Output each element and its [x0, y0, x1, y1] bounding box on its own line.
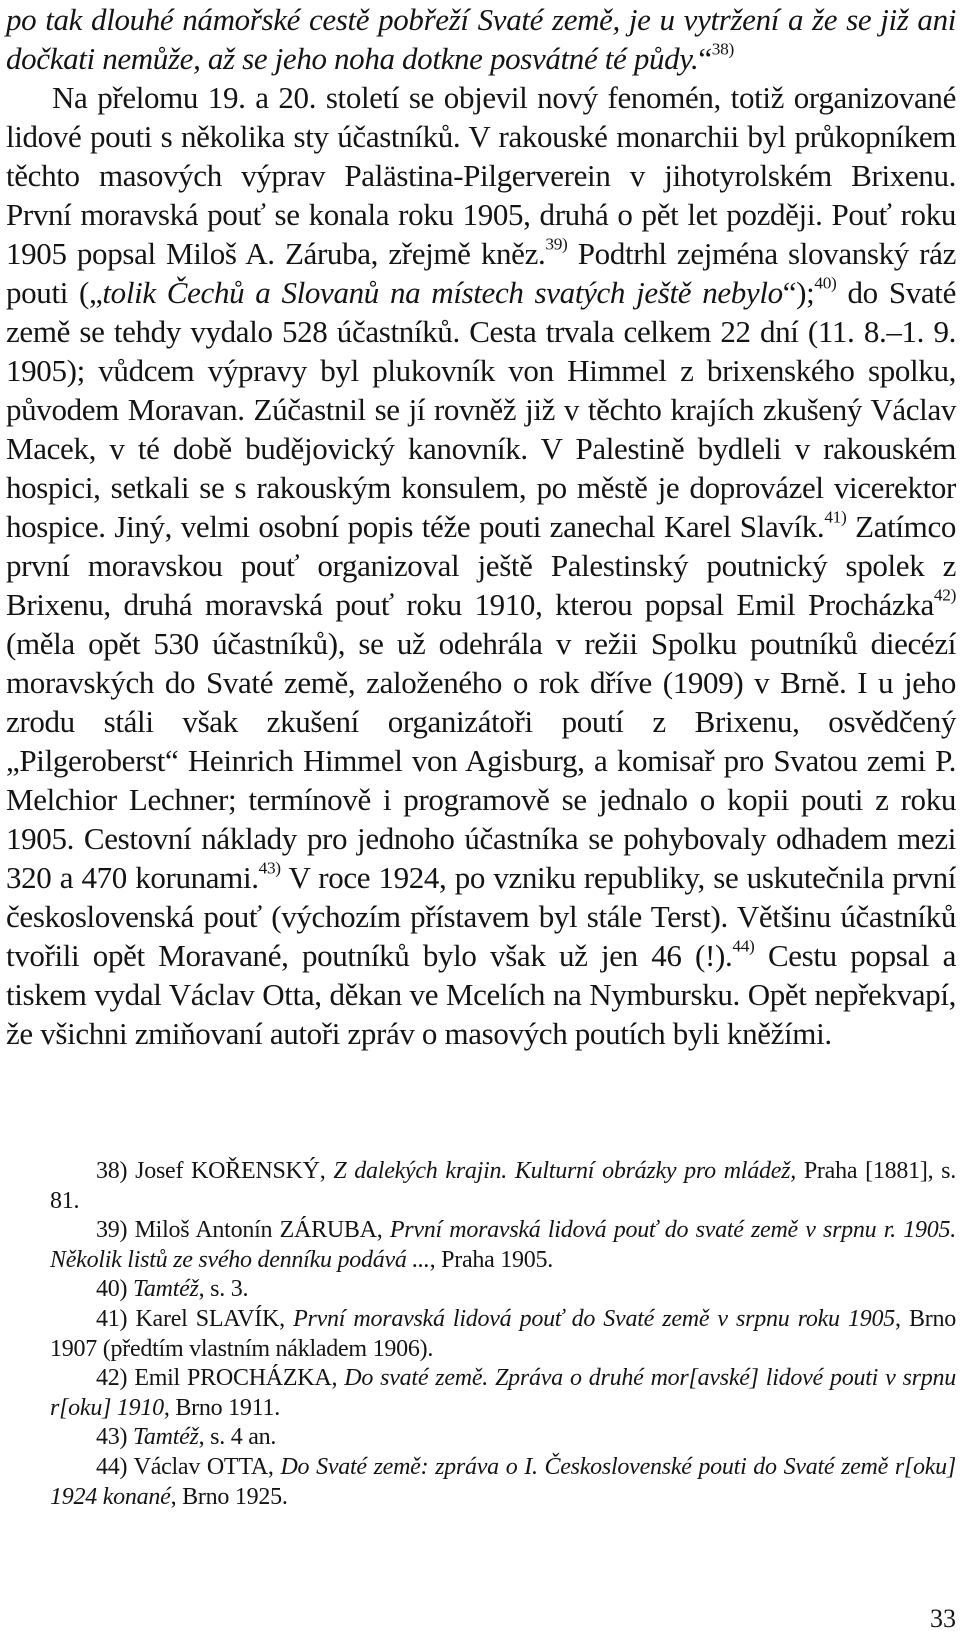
footnote: 42) Emil PROCHÁZKA, Do svaté země. Zpráva o druhé mor[avské] lidové pouti v srpnu r[oku] 1910, Brno 1911. — [50, 1365, 956, 1421]
footnote: 43) Tamtéž, s. 4 an. — [96, 1424, 277, 1451]
footnote-ref: 39) — [545, 234, 568, 254]
footnote: 38) Josef KOŘENSKÝ, Z dalekých krajin. Kulturní obrázky pro mládež, Praha [1881], s. 81. — [50, 1158, 957, 1214]
footnote-ref: 40) — [814, 273, 837, 293]
footnote-ref: 41) — [824, 507, 847, 527]
footnote: 44) Václav OTTA, Do Svaté země: zpráva o I. Československé pouti do Svaté země r[oku] 1924 konané, Brno 1925. — [50, 1453, 957, 1510]
italic-quote: tolik Čechů a Slovanů na místech svatých ještě nebylo — [102, 275, 783, 310]
main-text — [6, 0, 956, 1053]
footnote: 40) Tamtéž, s. 3. — [96, 1276, 249, 1303]
footnote-ref: 43) — [258, 858, 281, 878]
footnote-ref: 38) — [711, 39, 734, 59]
italic-quote-end: po tak dlouhé námořské cestě pobřeží Svaté země, je u vytržení a že se již ani dočkati nemůže, až se jeho noha dotkne posvátné té půdy. — [6, 2, 956, 76]
page-number: 33 — [930, 1604, 956, 1633]
paragraph: Na přelomu 19. a 20. století se objevil nový fenomén, totiž organizované lidové pouti s několika sty účastníků. V rakouské monarchii byl průkopníkem těchto masových výprav Palästina-Pilgerverein v jihotyrolském Brixenu. První moravská pouť se konala roku 1905, druhá o pět let později. Pouť roku 1905 popsal Miloš A. Záruba, zřejmě kněz.$^{39)}$ Podtrhl zejména slovanský ráz pouti („tolik Čechů a Slovanů na místech svatých ještě nebylo“);$^{40)}$ do Svaté země se tehdy vydalo 528 účastníků. Cesta trvala celkem 22 dní (11. 8.–1. 9. 1905); vůdcem výpravy byl plukovník von Himmel z brixenského spolku, původem Moravan. Zúčastnil se jí rovněž již v těchto krajích zkušený Václav Macek, v té době budějovický kanovník. V Palestině bydleli v rakouském hospici, setkali se s rakouským konsulem, po městě je doprovázel vicerektor hospice. Jiný, velmi osobní popis téže pouti zanechal Karel Slavík.$^{41)}$ Zatímco první moravskou pouť organizoval ještě Palestinský poutnický spolek z Brixenu, druhá moravská pouť roku 1910, kterou popsal Emil Procházka$^{42)}$ (měla opět 530 účastníků), se už odehrála v režii Spolku poutníků diecézí moravských do Svaté země, založeného o rok dříve (1909) v Brně. I u jeho zrodu stáli však zkušení organizátoři poutí z Brixenu, osvědčený „Pilgeroberst“ Heinrich Himmel von Agisburg, a komisař pro Svatou zemi P. Melchior Lechner; termínově i programově se jednalo o kopii pouti z roku 1905. Cestovní náklady pro jednoho účastníka se pohybovaly odhadem mezi 320 a 470 korunami.$^{43)}$ V roce 1924, po vzniku republiky, se uskutečnila první československá pouť (výchozím přístavem byl stále Terst). Většinu účastníků tvořili opět Moravané, poutníků bylo však už jen 46 (!).$^{44)}$ Cestu popsal a tiskem vydal Václav Otta, děkan ve Mcelích na Nymbursku. Opět nepřekvapí, že všichni zmiňovaní autoři zpráv o masových poutích byli kněžími. — [6, 80, 956, 1051]
footnote-ref: 42) — [933, 585, 956, 605]
footnote: 39) Miloš Antonín ZÁRUBA, První moravská lidová pouť do svaté země v srpnu r. 1905. Několik listů ze svého denníku podává ..., Praha 1905. — [50, 1217, 957, 1273]
footnote-ref: 44) — [732, 936, 755, 956]
footnotes — [50, 1157, 956, 1512]
footnote: 41) Karel SLAVÍK, První moravská lidová pouť do Svaté země v srpnu roku 1905, Brno 1907 (předtím vlastním nákladem 1906). — [50, 1305, 956, 1362]
paragraph-continuation: po tak dlouhé námořské cestě pobřeží Svaté země, je u vytržení a že se již ani dočkati nemůže, až se jeho noha dotkne posvátné té půdy.“$^{38)}$ — [6, 2, 956, 76]
